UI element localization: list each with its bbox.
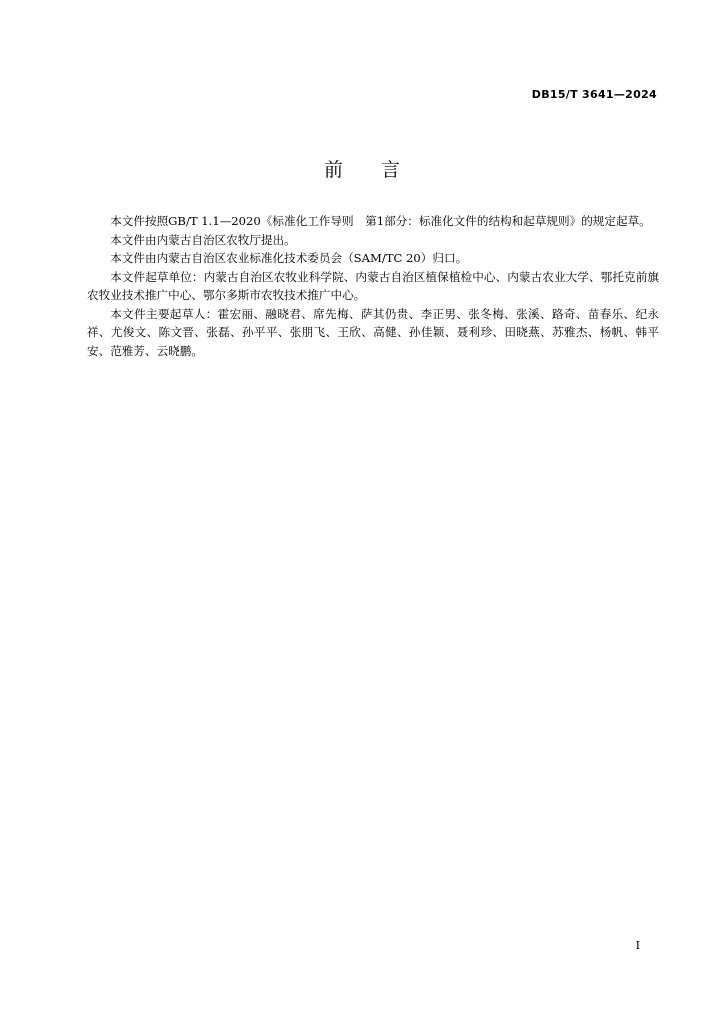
foreword-body — [87, 212, 659, 360]
standard-code: DB15/T 3641—2024 — [531, 88, 657, 101]
page-title: 前言 — [323, 159, 438, 181]
paragraph-drafting-rules: 本文件按照GB/T 1.1—2020《标准化工作导则 第1部分：标准化文件的结构和起草规则》的规定起草。 — [110, 214, 651, 228]
paragraph-drafting-units: 本文件起草单位：内蒙古自治区农牧业科学院、内蒙古自治区植保植检中心、内蒙古农业大学、鄂托克前旗农牧业技术推广中心、鄂尔多斯市农牧技术推广中心。 — [87, 269, 659, 302]
page-number: I — [635, 939, 640, 952]
paragraph-main-drafters: 本文件主要起草人：霍宏丽、融晓君、席先梅、萨其仍贵、李正男、张冬梅、张溪、路奇、苗春乐、纪永祥、尤俊文、陈文晋、张磊、孙平平、张朋飞、王欣、高健、孙佳颖、聂利珍、田晓燕、苏雅杰、杨帆、韩平安、范雅芳、云晓鹏。 — [87, 306, 659, 358]
paragraph-proposed-by: 本文件由内蒙古自治区农牧厅提出。 — [110, 232, 296, 247]
paragraph-centralized-by: 本文件由内蒙古自治区农业标准化技术委员会（SAM/TC 20）归口。 — [110, 251, 468, 265]
